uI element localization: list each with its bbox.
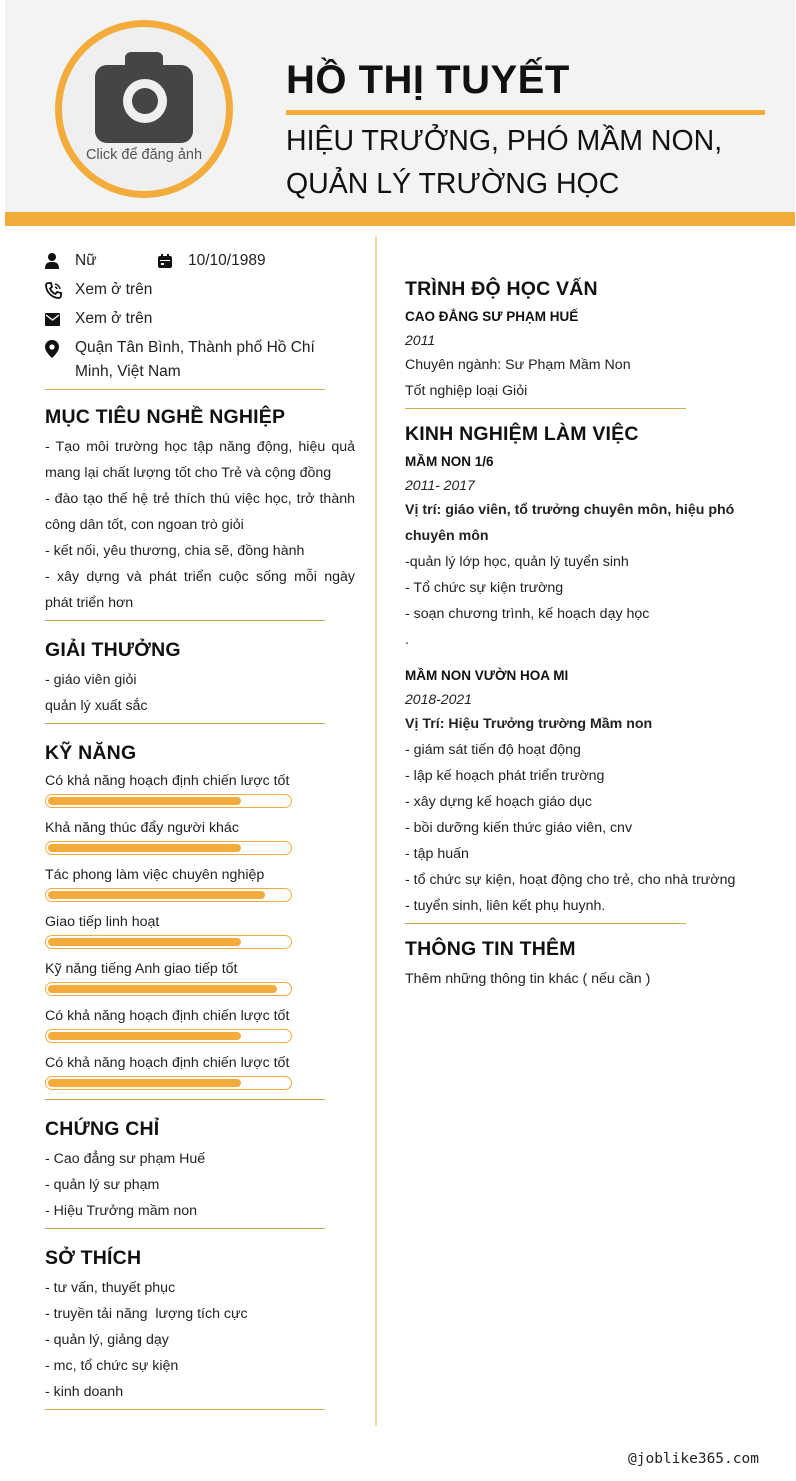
- job-duty: - bồi dưỡng kiến thức giáo viên, cnv: [405, 820, 633, 836]
- info-gender-birthday: [45, 249, 355, 273]
- skill-label: Có khả năng hoạch định chiến lược tốt: [45, 1055, 290, 1071]
- location-pin-icon: [45, 336, 75, 360]
- candidate-name: HỒ THỊ TUYẾT: [286, 58, 570, 102]
- hobby-line: - tư vấn, thuyết phục: [45, 1280, 176, 1296]
- separator: [45, 723, 325, 724]
- skill-bar: [45, 841, 292, 855]
- awards-title: GIẢI THƯỞNG: [45, 639, 181, 661]
- skill-item: [45, 1052, 355, 1090]
- watermark: @joblike365.com: [628, 1451, 759, 1467]
- job-duty: - lập kế hoạch phát triển trường: [405, 768, 605, 784]
- skill-bar: [45, 1029, 292, 1043]
- skill-bar: [45, 935, 292, 949]
- person-icon: [45, 249, 75, 273]
- column-divider: [375, 236, 377, 1426]
- name-underline: [286, 110, 765, 115]
- job-org: MẦM NON 1/6: [405, 454, 494, 469]
- skill-label: Tác phong làm việc chuyên nghiệp: [45, 867, 265, 883]
- info-address: [45, 336, 355, 384]
- job-gap: [405, 653, 765, 665]
- skill-bar: [45, 982, 292, 996]
- separator: [45, 1409, 325, 1410]
- education-title: TRÌNH ĐỘ HỌC VẤN: [405, 278, 598, 300]
- job-org: MẦM NON VƯỜN HOA MI: [405, 668, 569, 683]
- separator: [45, 620, 325, 621]
- job-duty: - tổ chức sự kiện, hoạt động cho trẻ, cho nhà trường: [405, 872, 736, 888]
- separator: [45, 389, 325, 390]
- job-duty: -quản lý lớp học, quản lý tuyển sinh: [405, 554, 629, 570]
- skill-bar: [45, 1076, 292, 1090]
- skill-label: Khả năng thúc đẩy người khác: [45, 820, 239, 836]
- extra-info-title: THÔNG TIN THÊM: [405, 938, 576, 960]
- cv-header: [5, 0, 795, 226]
- job-role: Vị Trí: Hiệu Trưởng trường Mầm non: [405, 716, 653, 732]
- camera-lens-inner-icon: [132, 88, 158, 114]
- award-line: - giáo viên giỏi: [45, 672, 137, 688]
- award-line: quản lý xuất sắc: [45, 698, 148, 714]
- hobby-line: - mc, tổ chức sự kiện: [45, 1358, 179, 1374]
- skill-fill: [48, 891, 265, 899]
- experience-title: KINH NGHIỆM LÀM VIỆC: [405, 423, 639, 445]
- certificate-line: - quản lý sư phạm: [45, 1177, 160, 1193]
- hobby-line: - quản lý, giảng dạy: [45, 1332, 169, 1348]
- address-value: Quận Tân Bình, Thành phố Hồ Chí Minh, Việt Nam: [75, 339, 315, 380]
- job-duty: - tuyển sinh, liên kết phụ huynh.: [405, 898, 606, 914]
- info-email: [45, 307, 355, 331]
- education-line: Tốt nghiệp loại Giỏi: [405, 383, 528, 399]
- left-column: [45, 249, 355, 1410]
- hobby-line: - kinh doanh: [45, 1384, 124, 1400]
- separator: [405, 408, 686, 409]
- skill-fill: [48, 844, 241, 852]
- job-duty: - soạn chương trình, kế hoạch dạy học: [405, 606, 650, 622]
- skill-fill: [48, 1079, 241, 1087]
- phone-icon: [45, 278, 75, 302]
- birthday-value: 10/10/1989: [188, 252, 266, 269]
- skill-fill: [48, 797, 241, 805]
- certificate-line: - Cao đẳng sư phạm Huế: [45, 1151, 206, 1167]
- certificate-line: - Hiệu Trưởng mầm non: [45, 1203, 198, 1219]
- objective-line: - xây dựng và phát triển cuộc sống mỗi ngày phát triển hơn: [45, 569, 355, 611]
- job-role: Vị trí: giáo viên, tổ trưởng chuyên môn, hiệu phó chuyên môn: [405, 502, 735, 544]
- calendar-icon: [158, 249, 188, 273]
- skill-item: [45, 864, 355, 902]
- separator: [45, 1099, 325, 1100]
- right-column: [405, 276, 765, 992]
- avatar-upload[interactable]: [55, 20, 233, 198]
- objective-line: - đào tạo thế hệ trẻ thích thú việc học, trở thành công dân tốt, con ngoan trò giỏi: [45, 491, 355, 533]
- job-duty: - tập huấn: [405, 846, 469, 862]
- education-period: 2011: [405, 332, 436, 348]
- skill-label: Có khả năng hoạch định chiến lược tốt: [45, 1008, 290, 1024]
- skill-item: [45, 911, 355, 949]
- skill-fill: [48, 985, 277, 993]
- job-period: 2011- 2017: [405, 477, 475, 493]
- gender-value: Nữ: [75, 252, 97, 269]
- mail-icon: [45, 307, 75, 331]
- school-name: CAO ĐẲNG SƯ PHẠM HUẾ: [405, 309, 579, 324]
- hobbies-title: SỞ THÍCH: [45, 1247, 142, 1269]
- skill-fill: [48, 1032, 241, 1040]
- job-duty: - Tổ chức sự kiện trường: [405, 580, 564, 596]
- candidate-title: HIỆU TRƯỞNG, PHÓ MẦM NON, QUẢN LÝ TRƯỜNG HỌC: [286, 125, 723, 200]
- job-duty: - xây dựng kế hoạch giáo dục: [405, 794, 592, 810]
- job-period: 2018-2021: [405, 691, 472, 707]
- objective-line: - kết nối, yêu thương, chia sẽ, đồng hành: [45, 543, 305, 559]
- info-phone: [45, 278, 355, 302]
- avatar-upload-label: Click để đăng ảnh: [85, 147, 203, 163]
- skill-item: [45, 817, 355, 855]
- skills-list: [45, 770, 355, 1090]
- hobby-line: - truyền tải năng lượng tích cực: [45, 1306, 248, 1322]
- skill-label: Kỹ năng tiếng Anh giao tiếp tốt: [45, 961, 238, 977]
- skill-item: [45, 770, 355, 808]
- skill-item: [45, 958, 355, 996]
- separator: [405, 923, 686, 924]
- skill-item: [45, 1005, 355, 1043]
- skill-bar: [45, 888, 292, 902]
- job-duty: .: [405, 632, 409, 648]
- separator: [45, 1228, 325, 1229]
- skills-title: KỸ NĂNG: [45, 742, 137, 764]
- objective-title: MỤC TIÊU NGHỀ NGHIỆP: [45, 406, 286, 428]
- education-line: Chuyên ngành: Sư Phạm Mầm Non: [405, 357, 631, 373]
- skill-bar: [45, 794, 292, 808]
- job-duty: - giám sát tiến độ hoạt động: [405, 742, 581, 758]
- skill-label: Có khả năng hoạch định chiến lược tốt: [45, 773, 290, 789]
- skill-label: Giao tiếp linh hoạt: [45, 914, 160, 930]
- objective-line: - Tạo môi trường học tập năng động, hiệu quả mang lại chất lượng tốt cho Trẻ và cộng đồng: [45, 439, 355, 481]
- certificates-title: CHỨNG CHỈ: [45, 1118, 160, 1140]
- skill-fill: [48, 938, 241, 946]
- phone-value: Xem ở trên: [75, 281, 153, 298]
- email-value: Xem ở trên: [75, 310, 153, 327]
- extra-info-text: Thêm những thông tin khác ( nếu cần ): [405, 971, 651, 987]
